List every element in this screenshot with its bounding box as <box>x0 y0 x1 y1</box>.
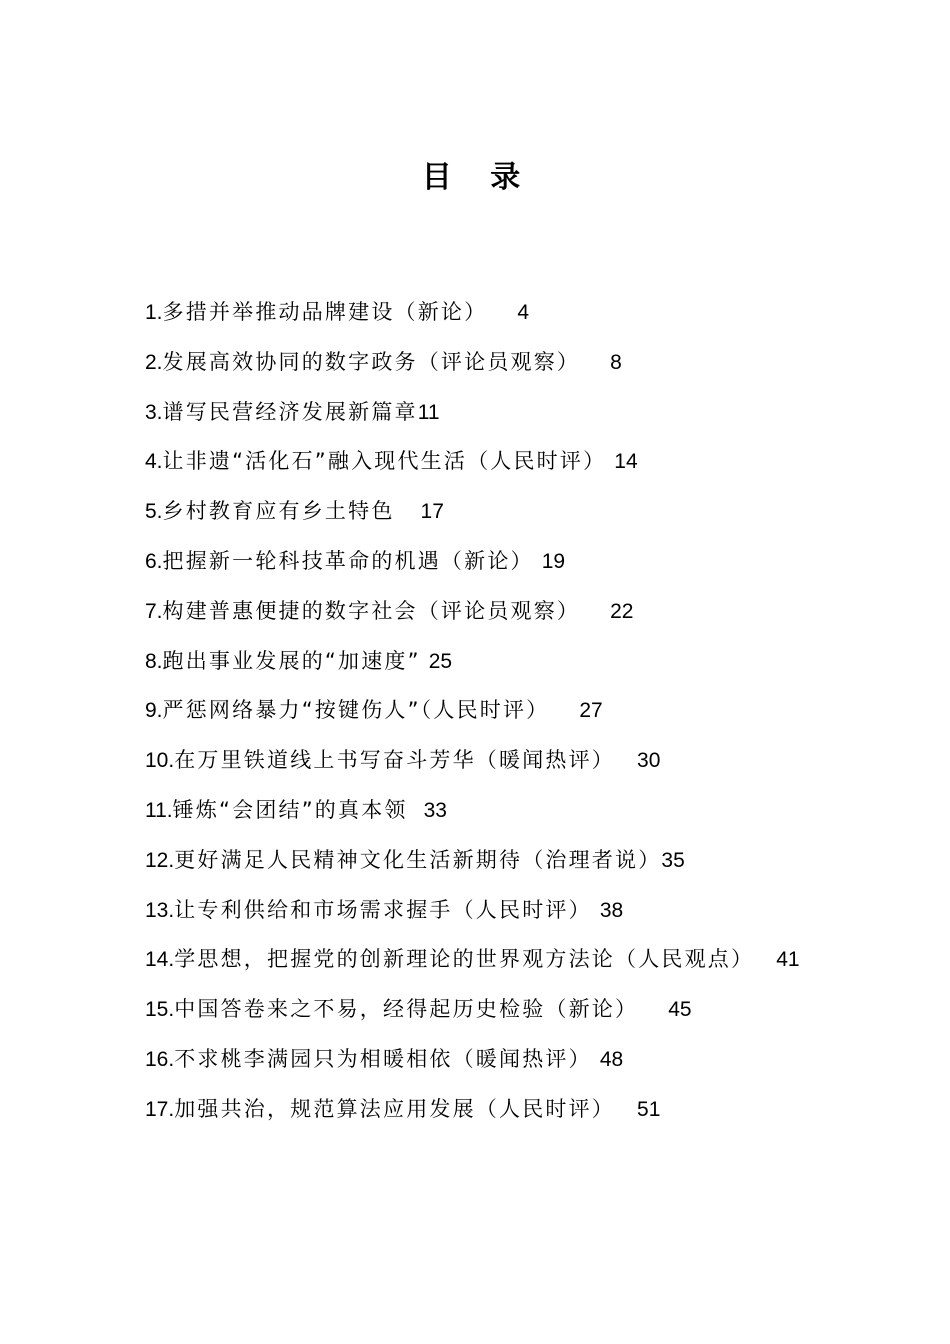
toc-entry-page-number: 17 <box>420 500 444 524</box>
toc-entry-number: 15. <box>145 998 175 1022</box>
toc-entry-page-number: 30 <box>637 749 661 773</box>
toc-entry-page-number: 38 <box>599 898 624 922</box>
toc-entry-number: 1. <box>145 301 163 324</box>
toc-entry-title: 让非遗“活化石”融入现代生活（人民时评） <box>162 449 607 474</box>
toc-entry-title: 锤炼“会团结”的真本领 <box>172 797 408 822</box>
toc-entry-number: 16. <box>145 1047 175 1071</box>
toc-entry-title: 不求桃李满园只为相暖相依（暖闻热评） <box>174 1046 592 1071</box>
toc-entry-page-number: 8 <box>610 350 622 374</box>
toc-entry-page-number: 27 <box>579 699 603 723</box>
toc-entry-page-number: 41 <box>776 948 800 972</box>
toc-entry-number: 13. <box>145 898 175 922</box>
toc-entry-page-number: 51 <box>637 1097 661 1121</box>
toc-entry[interactable] <box>145 736 810 786</box>
toc-entry-title: 中国答卷来之不易，经得起历史检验（新论） <box>174 997 639 1022</box>
toc-entry-number: 17. <box>145 1097 175 1121</box>
toc-entry-title: 多措并举推动品牌建设（新论） <box>162 300 488 324</box>
toc-entry-number: 8. <box>145 649 163 673</box>
toc-entry-number: 10. <box>145 749 175 773</box>
toc-entry-title: 构建普惠便捷的数字社会（评论员观察） <box>162 598 581 623</box>
toc-entry-title: 在万里铁道线上书写奋斗芳华（暖闻热评） <box>174 748 616 773</box>
toc-entry-page-number: 22 <box>610 599 634 623</box>
toc-entry-title: 更好满足人民精神文化生活新期待（治理者说） <box>174 847 662 872</box>
toc-entry-page-number: 11 <box>417 400 440 424</box>
toc-entry-page-number: 48 <box>599 1047 624 1071</box>
toc-entry-title: 发展高效协同的数字政务（评论员观察） <box>162 349 581 374</box>
toc-entry-title: 学思想，把握党的创新理论的世界观方法论（人民观点） <box>174 947 755 972</box>
toc-entry-number: 14. <box>145 948 175 972</box>
toc-entry[interactable] <box>145 587 810 637</box>
toc-entry-page-number: 33 <box>423 798 447 822</box>
toc-entry[interactable] <box>145 686 810 736</box>
toc-entry[interactable] <box>145 1035 810 1085</box>
toc-entry[interactable] <box>145 886 810 936</box>
toc-entry-page-number: 19 <box>541 549 566 573</box>
toc-entry[interactable] <box>145 388 810 438</box>
toc-entry[interactable] <box>145 637 810 687</box>
toc-entry-number: 3. <box>145 400 163 424</box>
toc-entry-title: 严惩网络暴力“按键伤人”（人民时评） <box>162 698 550 723</box>
toc-entry-title: 让专利供给和市场需求握手（人民时评） <box>174 897 592 922</box>
toc-entry-title: 加强共治，规范算法应用发展（人民时评） <box>174 1096 616 1121</box>
toc-entry-title: 谱写民营经济发展新篇章 <box>162 399 418 424</box>
toc-entry[interactable] <box>145 935 810 985</box>
toc-entry[interactable] <box>145 487 810 537</box>
toc-entry-title: 把握新一轮科技革命的机遇（新论） <box>162 548 534 573</box>
toc-entry-number: 7. <box>145 599 163 623</box>
toc-entry-page-number: 35 <box>661 848 685 872</box>
toc-entry[interactable] <box>145 537 810 587</box>
toc-entry-number: 11. <box>145 798 173 822</box>
toc-entry[interactable] <box>145 288 810 338</box>
toc-entry-page-number: 25 <box>428 649 453 673</box>
toc-entry-title: 跑出事业发展的“加速度” <box>162 648 421 673</box>
toc-entry[interactable] <box>145 786 810 836</box>
toc-entry[interactable] <box>145 338 810 388</box>
toc-entry-number: 6. <box>145 549 163 573</box>
table-of-contents <box>145 288 810 1135</box>
toc-entry[interactable] <box>145 985 810 1035</box>
toc-entry-number: 12. <box>145 848 175 872</box>
toc-entry-page-number: 4 <box>517 301 530 324</box>
toc-entry-page-number: 14 <box>614 450 638 474</box>
toc-entry-title: 乡村教育应有乡土特色 <box>162 499 395 524</box>
toc-entry-number: 4. <box>145 450 163 474</box>
page-title: 目 录 <box>421 160 535 195</box>
toc-entry-number: 2. <box>145 350 163 374</box>
toc-entry[interactable] <box>145 836 810 886</box>
toc-entry[interactable] <box>145 1085 810 1135</box>
toc-entry-number: 5. <box>145 500 163 524</box>
toc-entry[interactable] <box>145 437 810 487</box>
toc-entry-number: 9. <box>145 699 163 723</box>
toc-entry-page-number: 45 <box>668 998 692 1022</box>
